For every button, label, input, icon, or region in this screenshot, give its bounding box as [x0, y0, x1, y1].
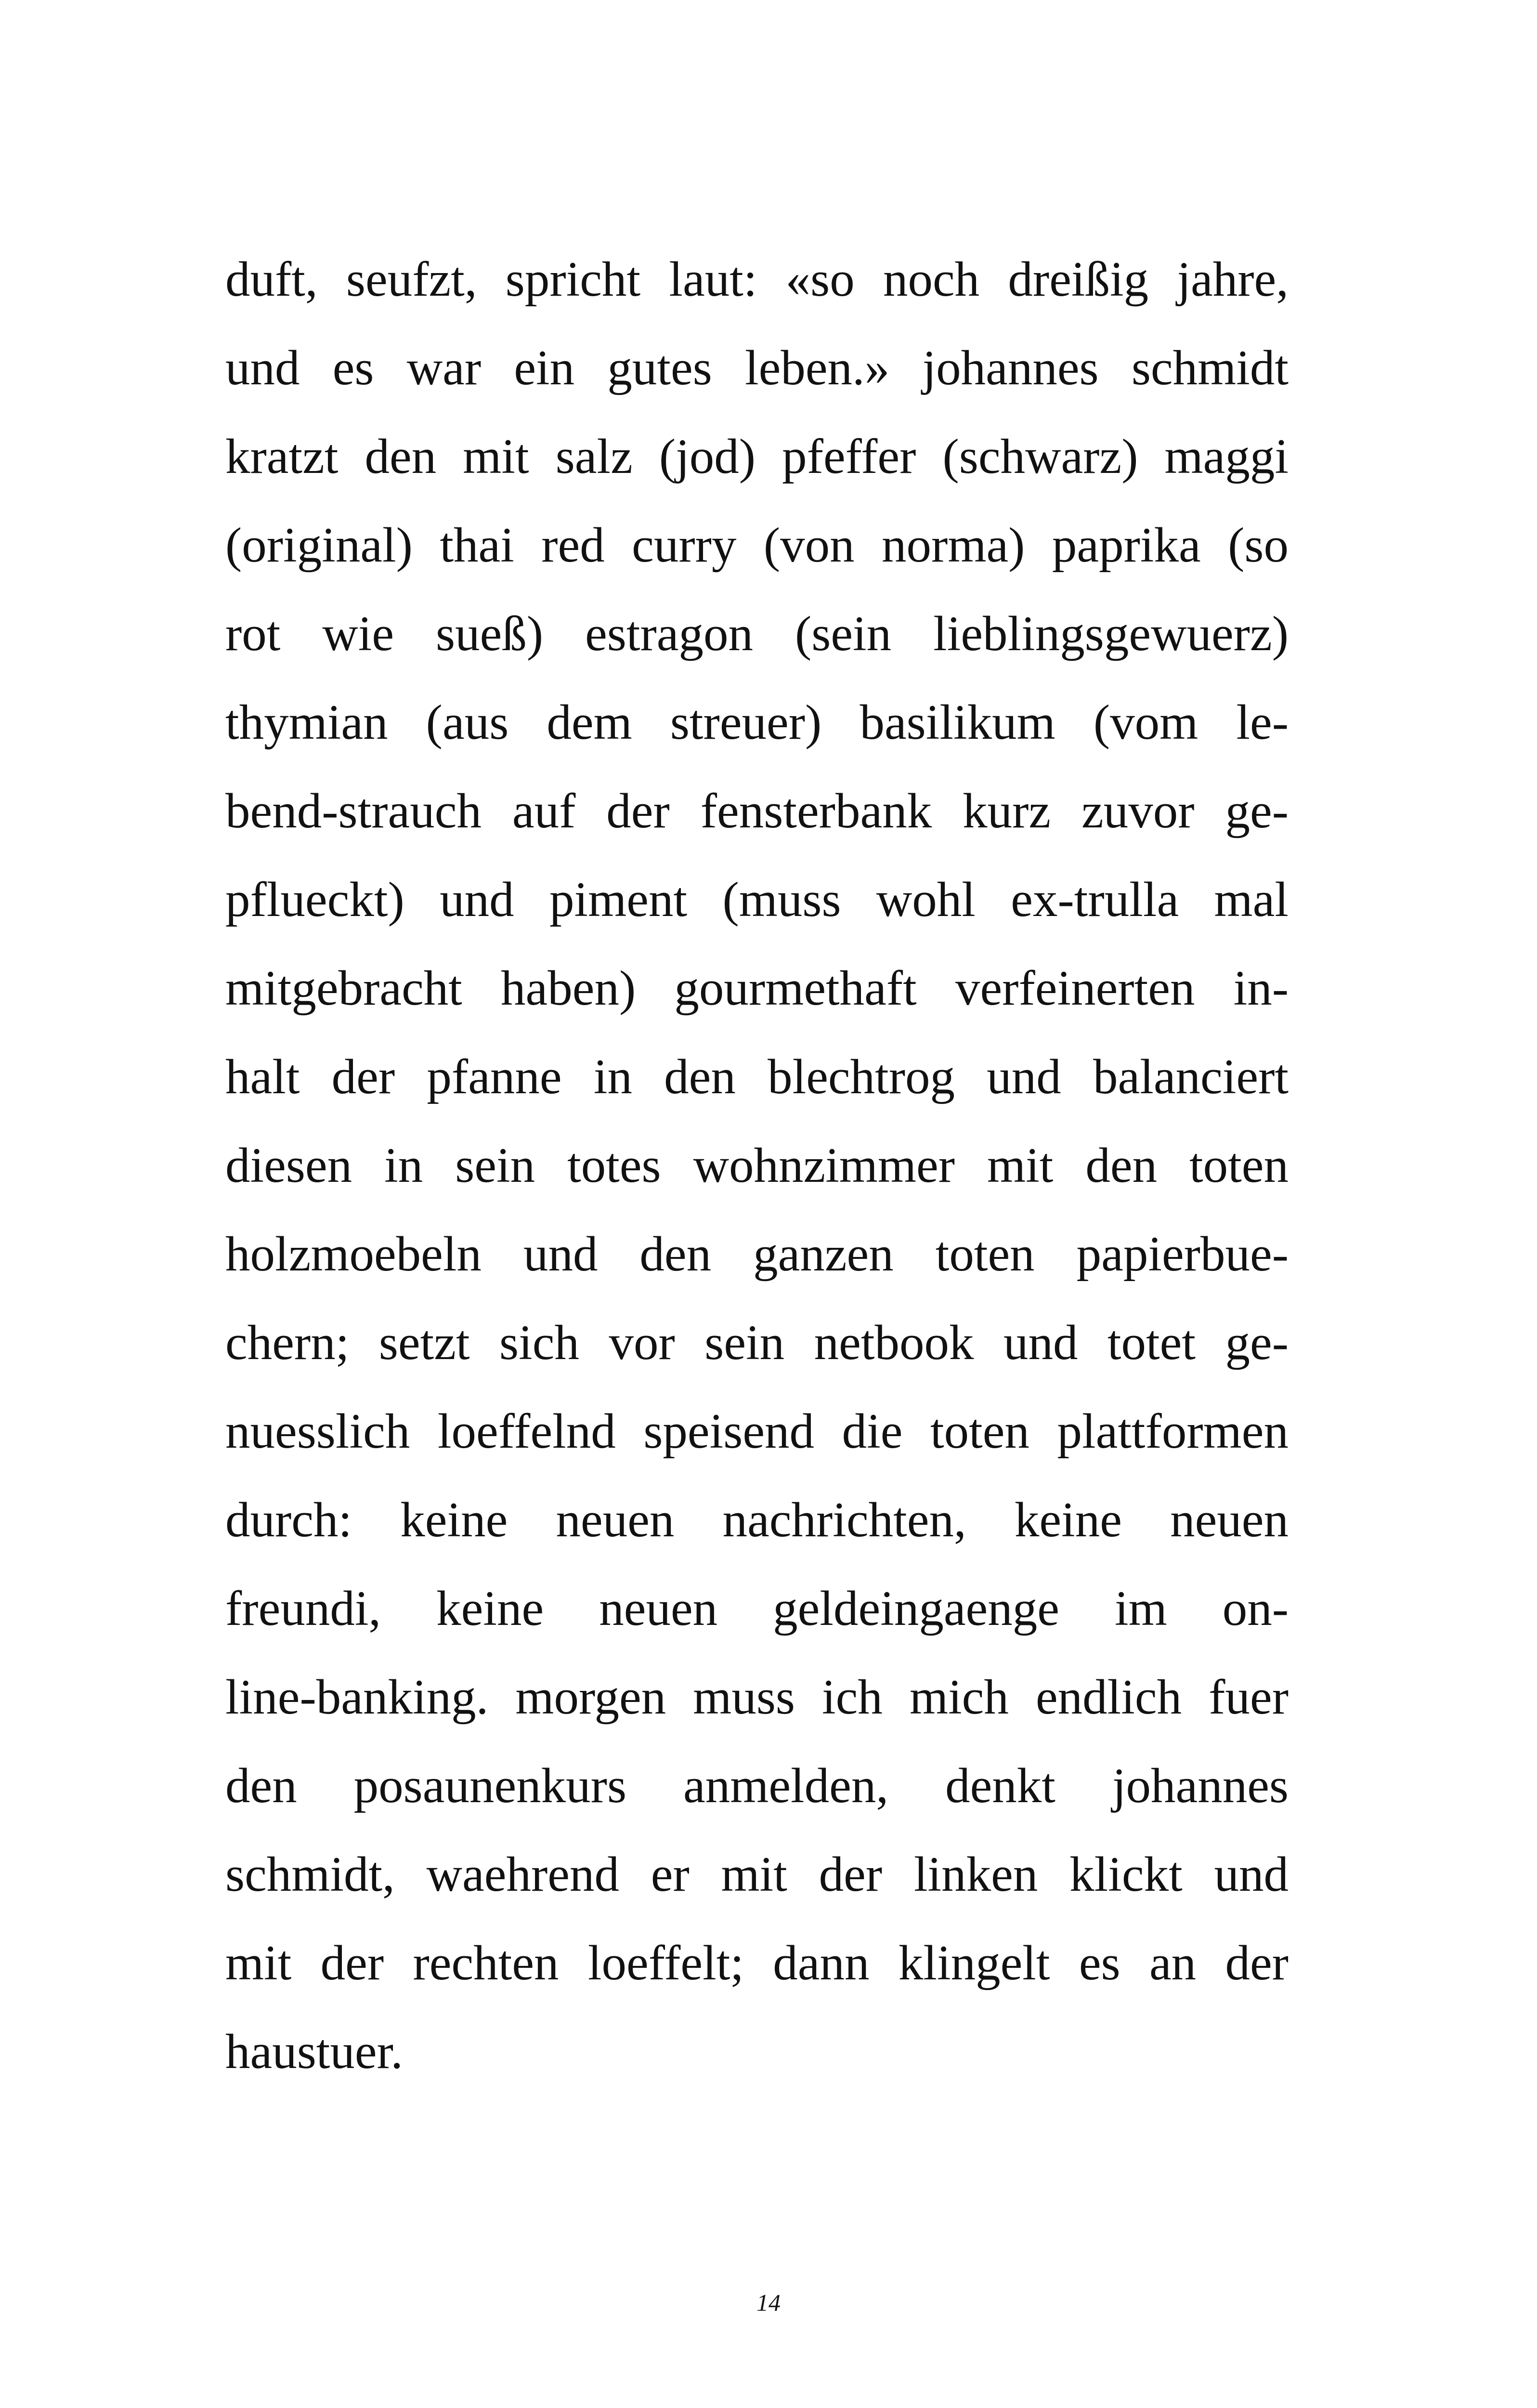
text-line: chern; setzt sich vor sein netbook und totet ge- — [225, 1315, 1289, 1370]
text-line: bend-strauch auf der fensterbank kurz zuvor ge- — [225, 784, 1289, 838]
text-line: durch: keine neuen nachrichten, keine neuen — [225, 1492, 1289, 1547]
text-line: diesen in sein totes wohnzimmer mit den toten — [225, 1138, 1289, 1193]
text-line: thymian (aus dem streuer) basilikum (vom le- — [225, 695, 1289, 750]
body-text — [225, 235, 1289, 2096]
text-line: und es war ein gutes leben.» johannes schmidt — [225, 340, 1289, 395]
text-line: nuesslich loeffelnd speisend die toten plattformen — [225, 1404, 1289, 1459]
text-line: line-banking. morgen muss ich mich endlich fuer — [225, 1670, 1289, 1725]
text-line-last: haustuer. — [225, 2024, 403, 2079]
text-line: schmidt, waehrend er mit der linken klickt und — [225, 1847, 1289, 1902]
text-line: mitgebracht haben) gourmethaft verfeinerten in- — [225, 961, 1289, 1016]
text-line: holzmoebeln und den ganzen toten papierbue- — [225, 1227, 1289, 1282]
text-line: (original) thai red curry (von norma) paprika (so — [225, 518, 1289, 573]
text-line: pflueckt) und piment (muss wohl ex-trulla mal — [225, 872, 1289, 927]
text-line: duft, seufzt, spricht laut: «so noch dreißig jahre, — [225, 252, 1289, 307]
text-line: rot wie sueß) estragon (sein lieblingsgewuerz) — [225, 606, 1289, 661]
page-number: 14 — [756, 2289, 781, 2316]
text-line: den posaunenkurs anmelden, denkt johannes — [225, 1758, 1289, 1813]
text-line: freundi, keine neuen geldeingaenge im on- — [225, 1581, 1289, 1636]
text-line: kratzt den mit salz (jod) pfeffer (schwarz) maggi — [225, 429, 1289, 484]
text-line: mit der rechten loeffelt; dann klingelt es an der — [225, 1936, 1289, 1990]
text-line: halt der pfanne in den blechtrog und balanciert — [225, 1049, 1289, 1104]
